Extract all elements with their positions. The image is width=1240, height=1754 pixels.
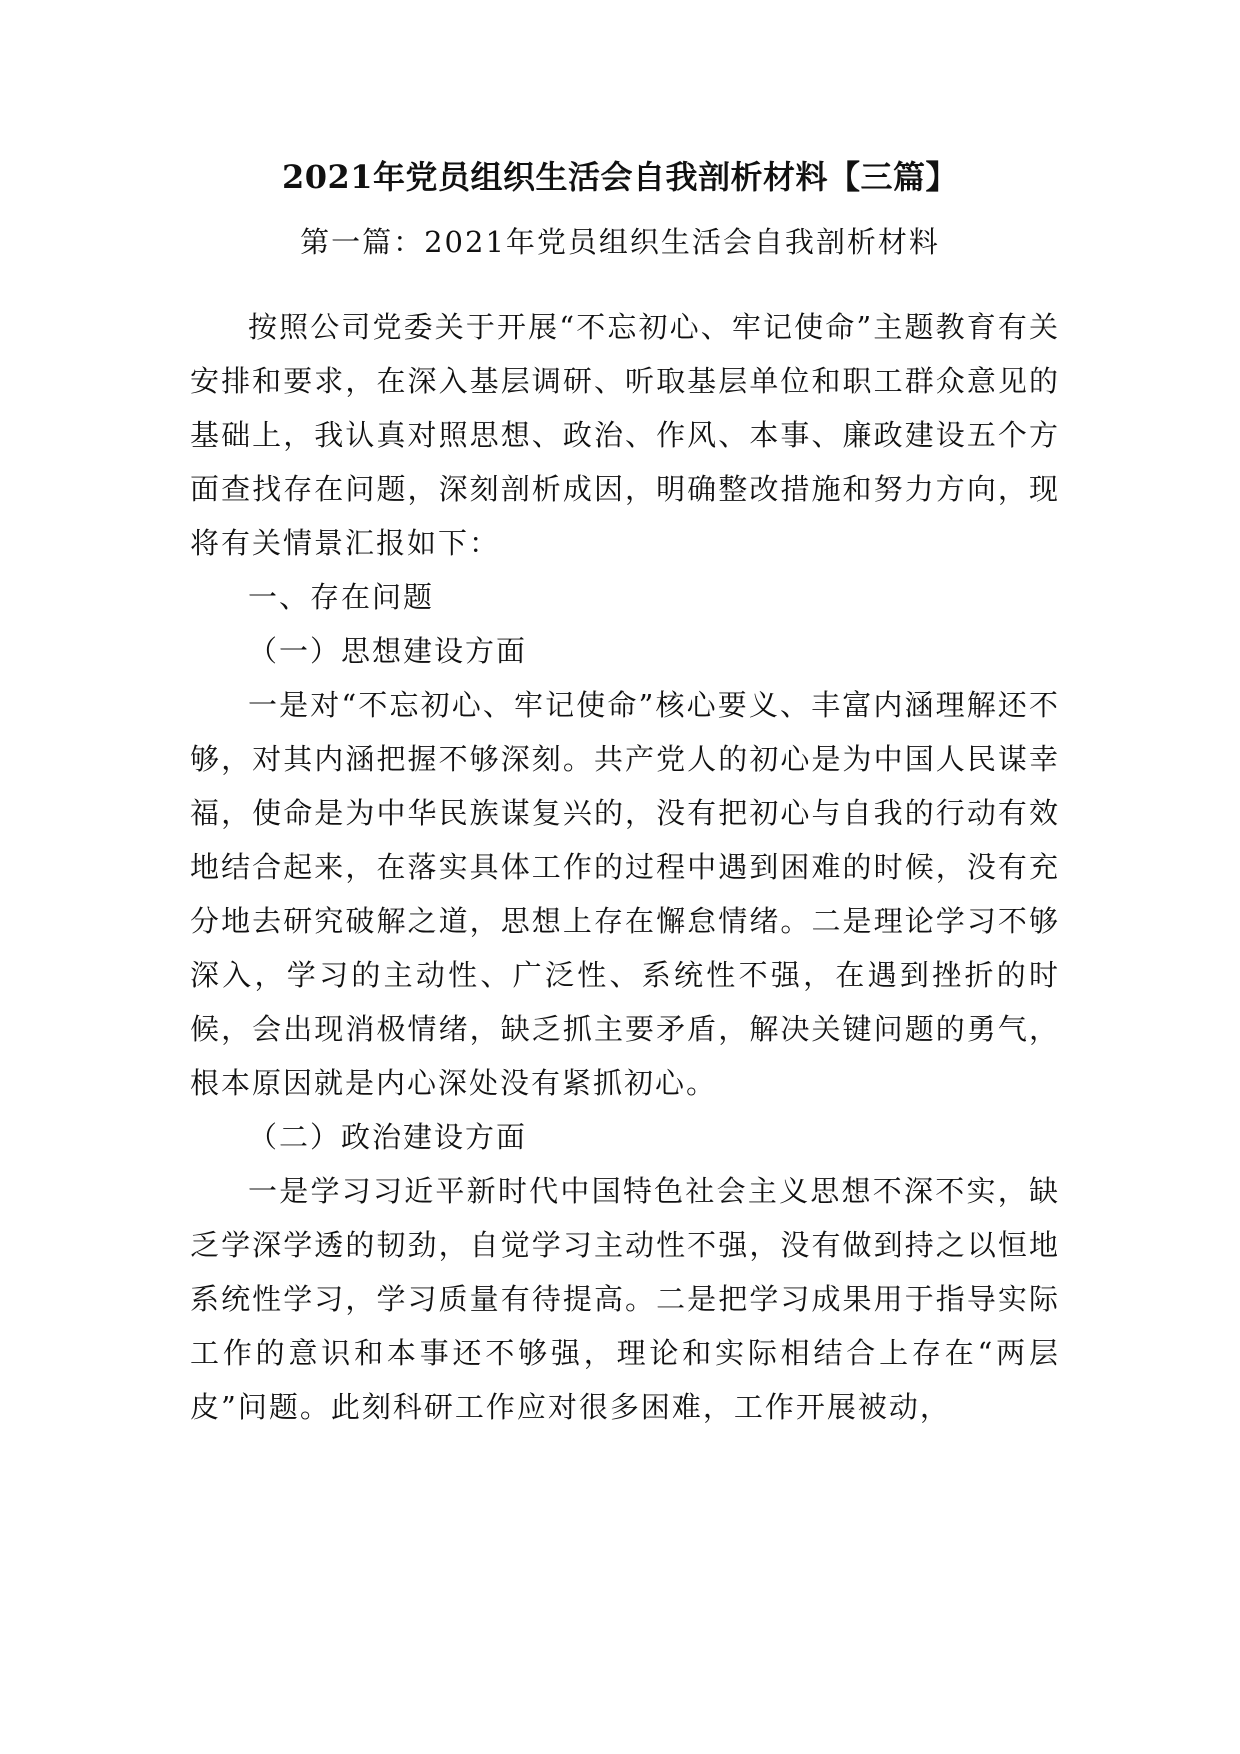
document-title: 2021年党员组织生活会自我剖析材料【三篇】 — [281, 158, 959, 196]
document-subtitle: 第一篇：2021年党员组织生活会自我剖析材料 — [300, 225, 940, 259]
intro-paragraph: 按照公司党委关于开展“不忘初心、牢记使命”主题教育有关安排和要求，在深入基层调研、听取基层单位和职工群众意见的基础上，我认真对照思想、政治、作风、本事、廉政建设五个方面查找存在问题，深刻剖析成因，明确整改措施和努力方向，现将有关情景汇报如下： — [190, 310, 1060, 560]
politics-paragraph: 一是学习习近平新时代中国特色社会主义思想不深不实，缺乏学深学透的韧劲，自觉学习主动性不强，没有做到持之以恒地系统性学习，学习质量有待提高。二是把学习成果用于指导实际工作的意识和本事还不够强，理论和实际相结合上存在“两层皮”问题。此刻科研工作应对很多困难，工作开展被动， — [190, 1174, 1060, 1424]
subsection-heading-politics: （二）政治建设方面 — [248, 1120, 528, 1154]
ideology-paragraph: 一是对“不忘初心、牢记使命”核心要义、丰富内涵理解还不够，对其内涵把握不够深刻。共产党人的初心是为中国人民谋幸福，使命是为中华民族谋复兴的，没有把初心与自我的行动有效地结合起来，在落实具体工作的过程中遇到困难的时候，没有充分地去研究破解之道，思想上存在懈怠情绪。二是理论学习不够深入，学习的主动性、广泛性、系统性不强，在遇到挫折的时候，会出现消极情绪，缺乏抓主要矛盾，解决关键问题的勇气，根本原因就是内心深处没有紧抓初心。 — [190, 688, 1060, 1100]
subsection-heading-ideology: （一）思想建设方面 — [248, 634, 528, 668]
document-body — [190, 300, 1060, 1434]
section-heading-problems: 一、存在问题 — [248, 580, 435, 614]
